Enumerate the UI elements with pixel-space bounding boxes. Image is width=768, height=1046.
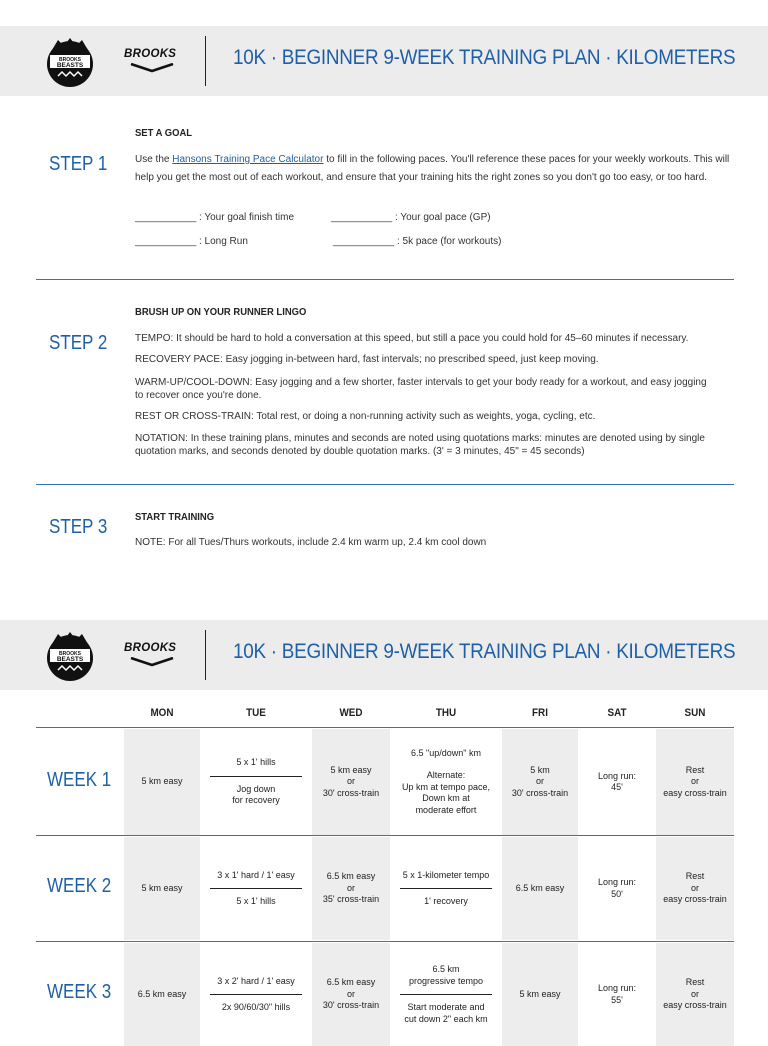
5k-pace-blank[interactable]: ___________ : 5k pace (for workouts) bbox=[333, 236, 502, 247]
workout-text: or bbox=[690, 776, 699, 787]
workout-text: easy cross-train bbox=[663, 894, 727, 905]
week-1-wed-cell bbox=[312, 729, 390, 835]
workout-text: 6.5 km easy bbox=[326, 977, 376, 988]
week-3-fri-cell bbox=[502, 943, 578, 1046]
week-row-divider bbox=[36, 941, 734, 942]
week-2-mon-cell bbox=[124, 837, 200, 940]
workout-text: 30' cross-train bbox=[511, 787, 569, 798]
workout-text: Long run: bbox=[597, 983, 637, 993]
week-1-mon-cell bbox=[124, 729, 200, 835]
cell-divider bbox=[400, 994, 492, 995]
svg-text:BEASTS: BEASTS bbox=[56, 62, 84, 69]
workout-text: progressive tempo bbox=[408, 975, 484, 986]
header-divider bbox=[205, 630, 206, 680]
workout-text: Up km at tempo pace, bbox=[401, 781, 491, 792]
notation-definition: NOTATION: In these training plans, minutes and seconds are noted using quotations marks: minutes are denoted using by single quotation marks, and seconds denoted by double quotation marks. (3' = 3 minutes, 45" = 45 seconds) bbox=[135, 433, 705, 457]
cell-divider bbox=[210, 888, 302, 889]
goal-finish-time-blank[interactable]: ___________ : Your goal finish time bbox=[135, 212, 295, 223]
workout-text: easy cross-train bbox=[663, 1000, 727, 1011]
svg-text:BROOKS: BROOKS bbox=[59, 651, 81, 657]
workout-text: or bbox=[346, 882, 355, 893]
page-title: 10K · BEGINNER 9-WEEK TRAINING PLAN · KILOMETERS bbox=[233, 640, 736, 663]
page-title: 10K · BEGINNER 9-WEEK TRAINING PLAN · KILOMETERS bbox=[233, 46, 736, 69]
week-3-sun-cell bbox=[656, 943, 734, 1046]
workout-text: 1' recovery bbox=[424, 896, 468, 906]
workout-text: 30' cross-train bbox=[322, 1000, 380, 1011]
week-3-thu-cell bbox=[390, 943, 502, 1046]
workout-text: 50' bbox=[611, 888, 623, 899]
workout-text: Long run: bbox=[597, 770, 637, 781]
week-2-sat-cell bbox=[578, 837, 656, 940]
day-header-thu: THU bbox=[435, 707, 457, 719]
page-header bbox=[0, 26, 768, 96]
week-2-thu-cell bbox=[390, 837, 502, 940]
week-1-fri-cell bbox=[502, 729, 578, 835]
week-3-mon-cell bbox=[124, 943, 200, 1046]
day-header-wed: WED bbox=[339, 707, 363, 719]
workout-text: easy cross-train bbox=[663, 787, 727, 798]
workout-text: 5 km bbox=[530, 764, 550, 775]
workout-text: 45' bbox=[611, 782, 623, 792]
workout-text: 30' cross-train bbox=[322, 787, 380, 798]
week-2-sun-cell bbox=[656, 837, 734, 940]
workout-text: Rest bbox=[685, 764, 705, 775]
day-header-sun: SUN bbox=[684, 707, 706, 719]
week-3-wed-cell bbox=[312, 943, 390, 1046]
workout-text: 5 x 1' hills bbox=[236, 757, 276, 768]
workout-text: or bbox=[535, 776, 544, 787]
workout-text: 5 km easy bbox=[141, 882, 183, 893]
brooks-beasts-badge-logo bbox=[44, 630, 96, 682]
brooks-chevron-icon bbox=[130, 63, 174, 73]
day-header-tue: TUE bbox=[246, 707, 266, 719]
step-1-label: STEP 1 bbox=[49, 153, 108, 175]
tempo-definition: TEMPO: It should be hard to hold a conversation at this speed, but still a pace you could hold for 45–60 minutes if necessary. bbox=[135, 333, 689, 344]
brooks-wordmark: BROOKS bbox=[124, 642, 177, 654]
table-header-rule bbox=[36, 727, 734, 728]
day-header-fri: FRI bbox=[532, 707, 548, 719]
workout-text: 6.5 km easy bbox=[515, 882, 565, 893]
workout-text: 6.5 km bbox=[432, 964, 460, 974]
workout-text: 2x 90/60/30" hills bbox=[221, 1002, 291, 1012]
week-3-tue-cell bbox=[200, 943, 312, 1046]
goal-pace-blank[interactable]: ___________ : Your goal pace (GP) bbox=[331, 212, 491, 223]
pace-calculator-link[interactable]: Hansons Training Pace Calculator bbox=[172, 154, 324, 165]
week-3-sat-cell bbox=[578, 943, 656, 1046]
workout-text: cut down 2" each km bbox=[404, 1013, 488, 1024]
header-divider bbox=[205, 36, 206, 86]
cell-divider bbox=[210, 776, 302, 777]
workout-text: or bbox=[690, 882, 699, 893]
day-header-sat: SAT bbox=[607, 707, 627, 719]
step-2-label: STEP 2 bbox=[49, 332, 108, 354]
page-header bbox=[0, 620, 768, 690]
workout-text: for recovery bbox=[232, 795, 280, 806]
day-header-mon: MON bbox=[150, 707, 174, 719]
workout-text: 6.5 "up/down" km bbox=[411, 747, 481, 758]
workout-text: 6.5 km easy bbox=[326, 871, 376, 882]
week-row-divider bbox=[36, 835, 734, 836]
week-2-fri-cell bbox=[502, 837, 578, 940]
section-divider bbox=[36, 279, 734, 280]
step-3-label: STEP 3 bbox=[49, 516, 108, 538]
step-1-text-lead: Use the bbox=[135, 154, 173, 165]
week-2-tue-cell bbox=[200, 837, 312, 940]
workout-text: or bbox=[346, 988, 355, 999]
section-divider bbox=[36, 484, 734, 485]
workout-text: or bbox=[346, 776, 355, 787]
week-1-label: WEEK 1 bbox=[47, 769, 112, 791]
step-3-heading: START TRAINING bbox=[135, 511, 215, 523]
workout-text: 3 x 1' hard / 1' easy bbox=[217, 869, 295, 880]
workout-text: Long run: bbox=[597, 877, 637, 887]
workout-text: or bbox=[690, 988, 699, 999]
workout-text: Rest bbox=[685, 871, 705, 882]
svg-text:BEASTS: BEASTS bbox=[56, 656, 84, 663]
workout-text: 35' cross-train bbox=[322, 894, 380, 905]
workout-text: 5 km easy bbox=[141, 776, 183, 787]
workout-text: Down km at bbox=[422, 793, 470, 804]
recovery-definition: RECOVERY PACE: Easy jogging in-between hard, fast intervals; no prescribed speed, just keep moving. bbox=[135, 354, 599, 365]
step-1-text-rest: to fill in the following paces. You'll reference these paces for your weekly workouts. This will help you get the most out of each workout, and ensure that your training hits the right zones so you don't go too easy, or too hard. bbox=[135, 154, 730, 183]
workout-text: 5 km easy bbox=[330, 764, 372, 775]
rest-definition: REST OR CROSS-TRAIN: Total rest, or doing a non-running activity such as weights, yoga, cycling, etc. bbox=[135, 411, 596, 422]
week-3-label: WEEK 3 bbox=[47, 981, 112, 1003]
brooks-logo bbox=[124, 48, 182, 74]
cell-divider bbox=[210, 994, 302, 995]
workout-text: Jog down bbox=[236, 783, 276, 794]
brooks-chevron-icon bbox=[130, 657, 174, 667]
svg-text:BROOKS: BROOKS bbox=[59, 57, 81, 63]
workout-text: 6.5 km easy bbox=[137, 988, 187, 999]
week-2-label: WEEK 2 bbox=[47, 875, 112, 897]
week-1-sat-cell bbox=[578, 729, 656, 835]
warmup-definition: WARM-UP/COOL-DOWN: Easy jogging and a few shorter, faster intervals to get your body ready for a workout, and easy jogging to recover once you're done. bbox=[135, 377, 707, 401]
step-2-heading: BRUSH UP ON YOUR RUNNER LINGO bbox=[135, 306, 307, 318]
week-1-thu-cell bbox=[390, 729, 502, 835]
workout-text: Start moderate and bbox=[407, 1002, 485, 1012]
week-1-tue-cell bbox=[200, 729, 312, 835]
step-1-description bbox=[135, 151, 735, 186]
cell-divider bbox=[400, 888, 492, 889]
workout-text: moderate effort bbox=[415, 804, 477, 815]
brooks-beasts-badge-logo bbox=[44, 36, 96, 88]
workout-text: 5 x 1-kilometer tempo bbox=[402, 869, 490, 880]
brooks-logo bbox=[124, 642, 182, 668]
workout-text: Alternate: bbox=[426, 770, 466, 781]
workout-text: 5 x 1' hills bbox=[236, 896, 276, 906]
step-1-heading: SET A GOAL bbox=[135, 127, 193, 139]
long-run-blank[interactable]: ___________ : Long Run bbox=[135, 236, 248, 247]
workout-text: 5 km easy bbox=[519, 988, 561, 999]
workout-text: Rest bbox=[685, 977, 705, 988]
brooks-wordmark: BROOKS bbox=[124, 48, 177, 60]
step-3-note: NOTE: For all Tues/Thurs workouts, include 2.4 km warm up, 2.4 km cool down bbox=[135, 537, 487, 548]
week-2-wed-cell bbox=[312, 837, 390, 940]
week-1-sun-cell bbox=[656, 729, 734, 835]
workout-text: 3 x 2' hard / 1' easy bbox=[217, 975, 295, 986]
workout-text: 55' bbox=[611, 994, 623, 1005]
